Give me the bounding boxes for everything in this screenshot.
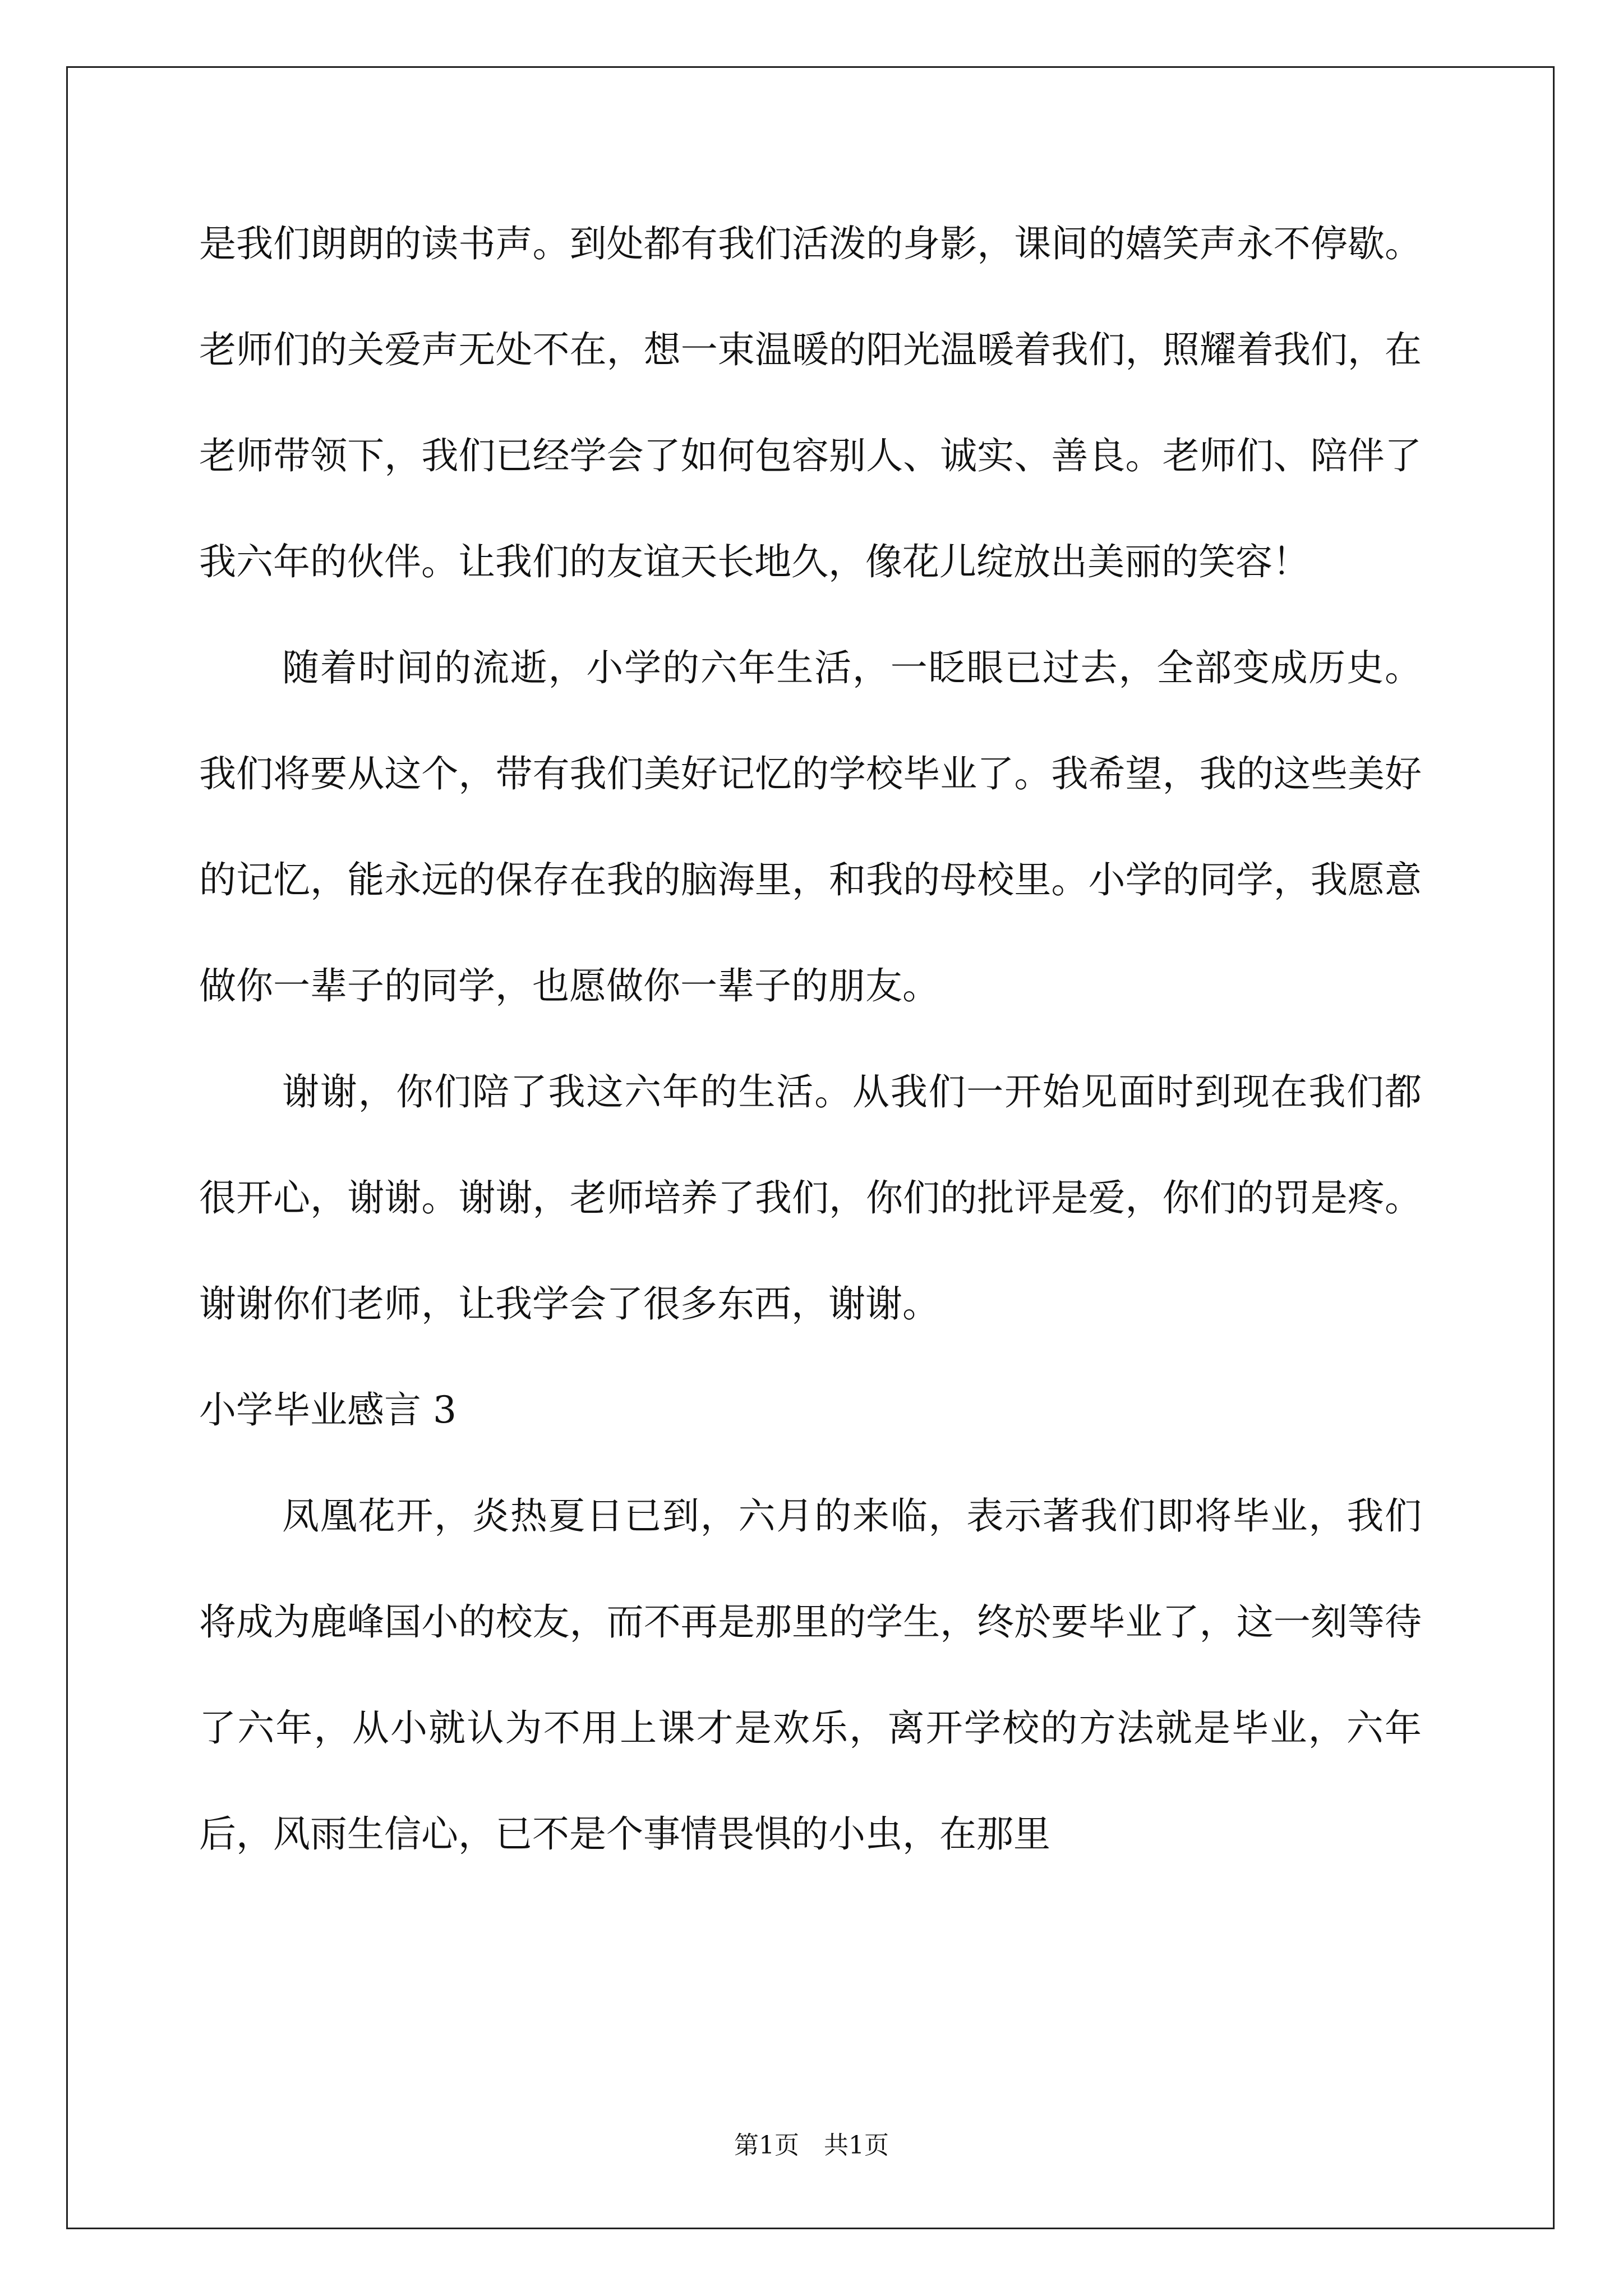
page-number-footer: 第1页 共1页 bbox=[734, 2131, 889, 2160]
section-heading: 小学毕业感言 3 bbox=[199, 1388, 457, 1432]
paragraph: 凤凰花开，炎热夏日已到，六月的来临，表示著我们即将毕业，我们将成为鹿峰国小的校友，而不再是那里的学生，终於要毕业了，这一刻等待了六年，从小就认为不用上课才是欢乐，离开学校的方法就是毕业，六年后，风雨生信心，已不是个事情畏惧的小虫，在那里 bbox=[199, 1494, 1422, 1856]
paragraph: 谢谢，你们陪了我这六年的生活。从我们一开始见面时到现在我们都很开心，谢谢。谢谢，老师培养了我们，你们的批评是爱，你们的罚是疼。谢谢你们老师，让我学会了很多东西，谢谢。 bbox=[199, 1070, 1422, 1326]
document-body bbox=[199, 191, 1422, 1887]
paragraph: 随着时间的流逝，小学的六年生活，一眨眼已过去，全部变成历史。我们将要从这个，带有我们美好记忆的学校毕业了。我希望，我的这些美好的记忆，能永远的保存在我的脑海里，和我的母校里。小学的同学，我愿意做你一辈子的同学，也愿做你一辈子的朋友。 bbox=[199, 646, 1422, 1007]
paragraph-continuation: 是我们朗朗的读书声。到处都有我们活泼的身影，课间的嬉笑声永不停歇。老师们的关爱声无处不在，想一束温暖的阳光温暖着我们，照耀着我们，在老师带领下，我们已经学会了如何包容别人、诚实、善良。老师们、陪伴了我六年的伙伴。让我们的友谊天长地久，像花儿绽放出美丽的笑容！ bbox=[199, 222, 1422, 583]
